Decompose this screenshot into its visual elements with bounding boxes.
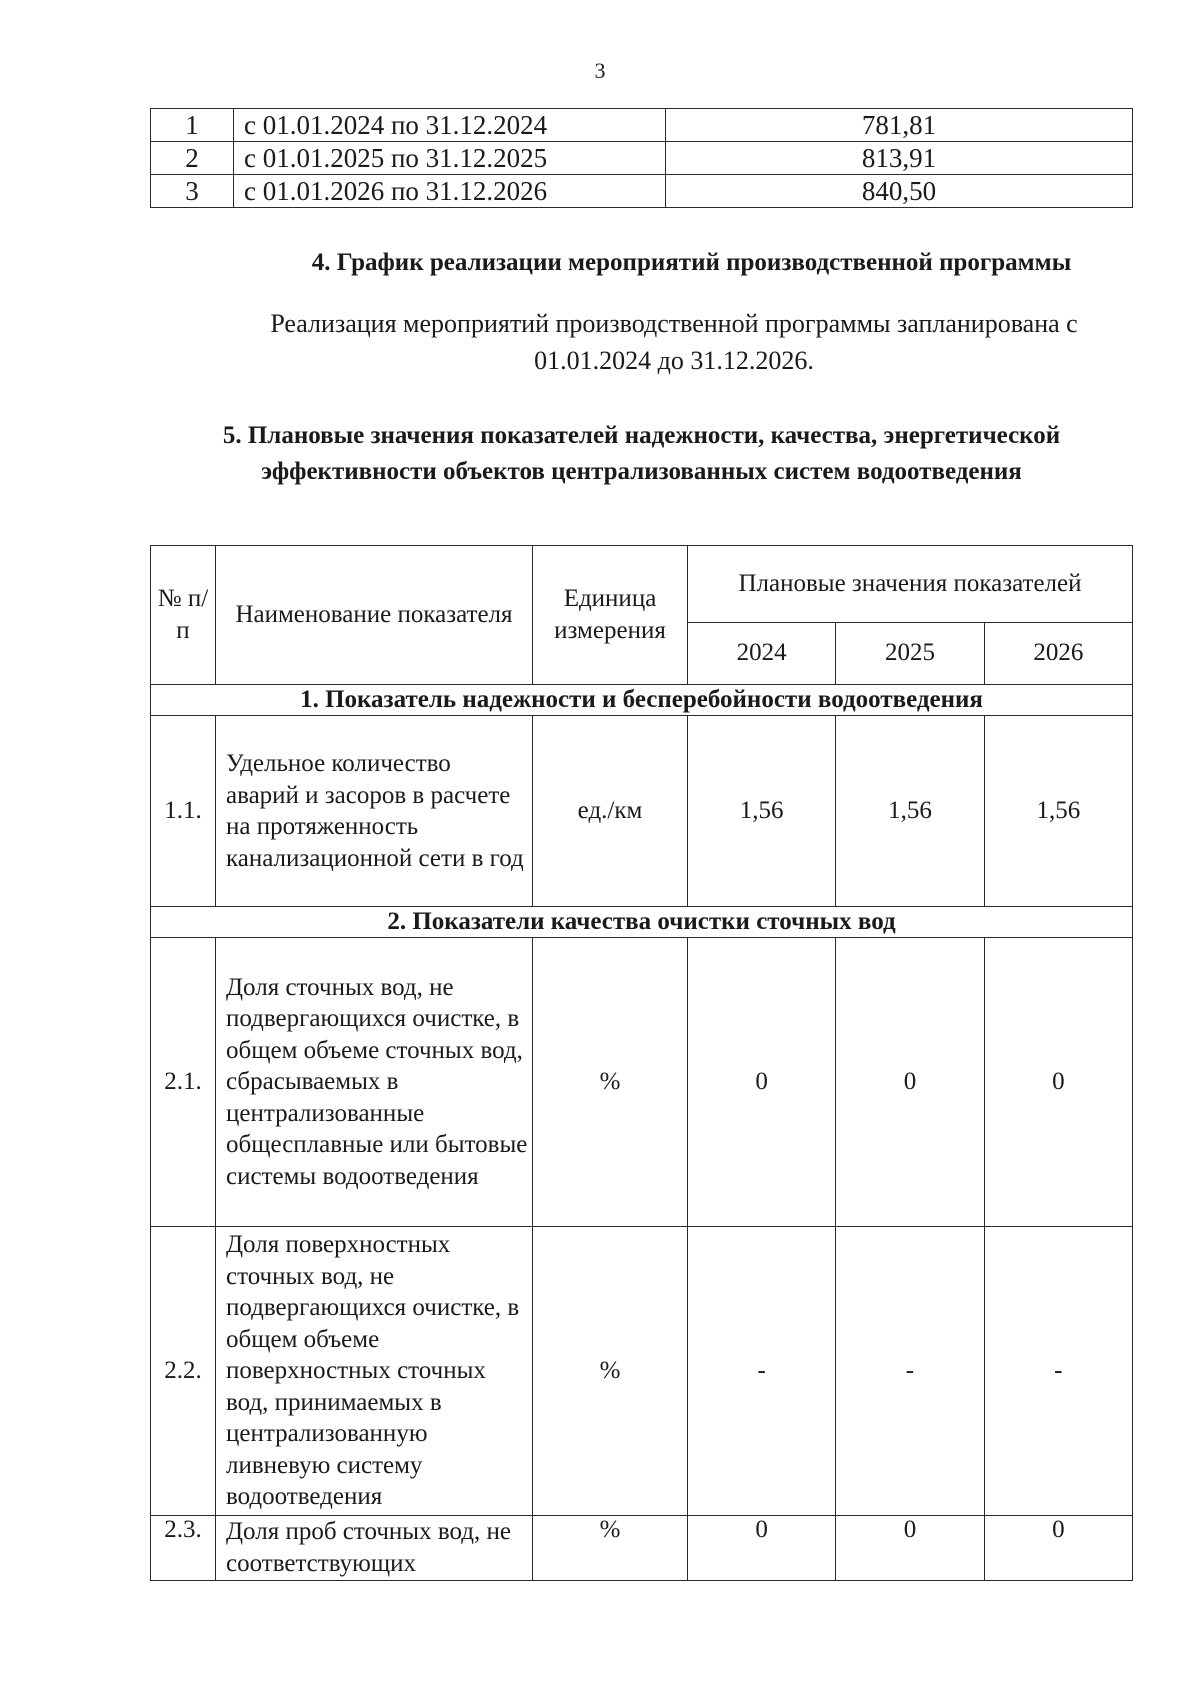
indicator-number: 2.2. <box>151 1227 216 1516</box>
table-row <box>151 142 1133 175</box>
indicator-number: 2.3. <box>151 1516 216 1581</box>
value-2026: 1,56 <box>984 716 1132 907</box>
header-num: № п/п <box>151 546 216 685</box>
section-4-heading: 4. График реализации мероприятий производственной программы <box>311 249 1072 276</box>
page-number: 3 <box>594 58 606 83</box>
table-row <box>151 1227 1133 1516</box>
section-4-text: Реализация мероприятий производственной программы запланирована с 01.01.2024 до 31.12.2026. <box>270 309 1078 375</box>
table-row <box>151 1516 1133 1581</box>
tariff-value: 840,50 <box>666 175 1133 208</box>
header-name: Наименование показателя <box>216 546 533 685</box>
header-unit: Единица измерения <box>533 546 688 685</box>
row-number: 1 <box>151 109 234 142</box>
value-2025: - <box>836 1227 984 1516</box>
table-row <box>151 938 1133 1227</box>
group-row <box>151 685 1133 716</box>
tariff-value: 813,91 <box>666 142 1133 175</box>
value-2026: 0 <box>984 1516 1132 1581</box>
period-cell: с 01.01.2025 по 31.12.2025 <box>234 142 666 175</box>
value-2024: 1,56 <box>688 716 836 907</box>
period-cell: с 01.01.2026 по 31.12.2026 <box>234 175 666 208</box>
group-row <box>151 907 1133 938</box>
value-2025: 0 <box>836 938 984 1227</box>
indicator-unit: % <box>533 938 688 1227</box>
indicator-name: Доля сточных вод, не подвергающихся очистке, в общем объеме сточных вод, сбрасываемых в централизованные общесплавные или бытовые системы водоотведения <box>216 938 533 1227</box>
header-year: 2025 <box>836 622 984 684</box>
group-title: 1. Показатель надежности и бесперебойности водоотведения <box>151 685 1133 716</box>
value-2024: 0 <box>688 938 836 1227</box>
indicator-unit: % <box>533 1516 688 1581</box>
value-2025: 1,56 <box>836 716 984 907</box>
group-title: 2. Показатели качества очистки сточных вод <box>151 907 1133 938</box>
value-2024: - <box>688 1227 836 1516</box>
indicator-unit: % <box>533 1227 688 1516</box>
value-2024: 0 <box>688 1516 836 1581</box>
tariff-table <box>150 108 1133 208</box>
header-year: 2024 <box>688 622 836 684</box>
header-planned: Плановые значения показателей <box>688 546 1133 623</box>
indicator-name: Доля поверхностных сточных вод, не подвергающихся очистке, в общем объеме поверхностных сточных вод, принимаемых в централизованную ливневую систему водоотведения <box>216 1227 533 1516</box>
indicator-number: 1.1. <box>151 716 216 907</box>
value-2025: 0 <box>836 1516 984 1581</box>
indicators-table <box>150 545 1133 1581</box>
header-row <box>151 546 1133 623</box>
indicator-name: Доля проб сточных вод, не соответствующих <box>216 1516 533 1581</box>
row-number: 3 <box>151 175 234 208</box>
value-2026: 0 <box>984 938 1132 1227</box>
indicator-name: Удельное количество аварий и засоров в расчете на протяженность канализационной сети в год <box>216 716 533 907</box>
table-row <box>151 175 1133 208</box>
row-number: 2 <box>151 142 234 175</box>
indicator-number: 2.1. <box>151 938 216 1227</box>
header-year: 2026 <box>984 622 1132 684</box>
value-2026: - <box>984 1227 1132 1516</box>
period-cell: с 01.01.2024 по 31.12.2024 <box>234 109 666 142</box>
tariff-value: 781,81 <box>666 109 1133 142</box>
table-row <box>151 109 1133 142</box>
indicator-unit: ед./км <box>533 716 688 907</box>
section-5-heading: 5. Плановые значения показателей надежности, качества, энергетической эффективности объектов централизованных систем водоотведения <box>222 422 1061 485</box>
table-row <box>151 716 1133 907</box>
